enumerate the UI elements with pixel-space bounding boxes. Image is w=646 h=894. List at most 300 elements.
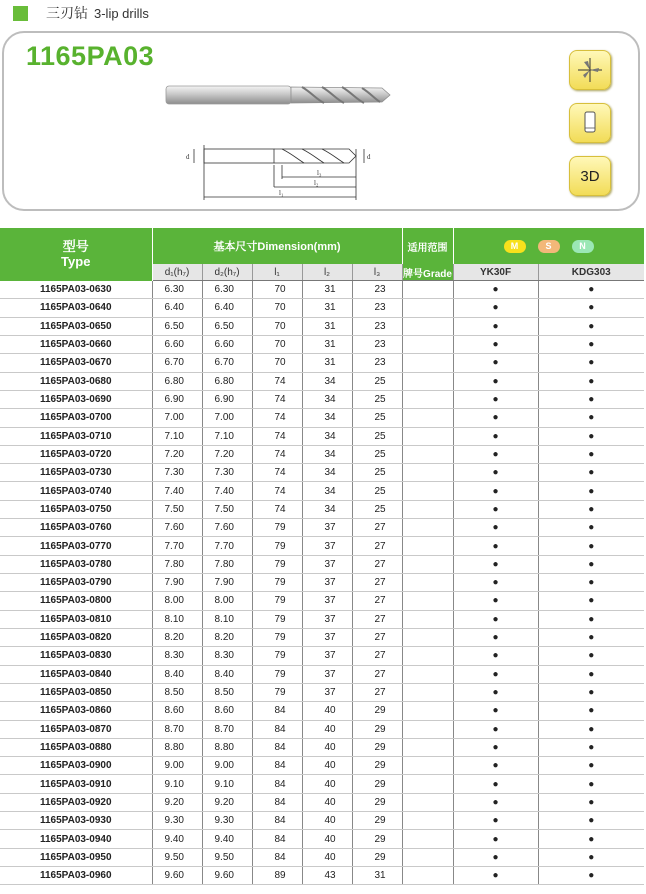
d2-cell: 7.50	[202, 500, 252, 518]
empty-cell	[402, 409, 453, 427]
col-grade-yk30f: YK30F	[453, 264, 538, 281]
d1-cell: 8.40	[152, 665, 202, 683]
empty-cell	[402, 281, 453, 299]
grade-header: 牌号Grade	[402, 264, 453, 281]
d1-cell: 7.70	[152, 537, 202, 555]
l1-cell: 70	[252, 299, 302, 317]
empty-cell	[402, 482, 453, 500]
grade-kdg303-cell: ●	[538, 592, 644, 610]
grade-yk30f-cell: ●	[453, 482, 538, 500]
empty-cell	[402, 610, 453, 628]
d1-cell: 7.90	[152, 574, 202, 592]
table-row	[0, 683, 644, 701]
l3-cell: 29	[352, 830, 402, 848]
product-model: 1165PA03	[26, 41, 155, 71]
grade-yk30f-cell: ●	[453, 848, 538, 866]
d1-cell: 8.80	[152, 738, 202, 756]
l1-cell: 89	[252, 867, 302, 885]
type-cell: 1165PA03-0960	[0, 867, 152, 885]
type-cell: 1165PA03-0930	[0, 812, 152, 830]
drill-tip-icon	[569, 50, 611, 90]
type-cell: 1165PA03-0860	[0, 702, 152, 720]
type-cell: 1165PA03-0740	[0, 482, 152, 500]
l1-cell: 74	[252, 445, 302, 463]
grade-yk30f-cell: ●	[453, 317, 538, 335]
empty-cell	[402, 720, 453, 738]
d1-cell: 8.50	[152, 683, 202, 701]
l3-cell: 29	[352, 757, 402, 775]
l2-cell: 40	[302, 757, 352, 775]
empty-cell	[402, 702, 453, 720]
l1-cell: 79	[252, 592, 302, 610]
empty-cell	[402, 500, 453, 518]
empty-cell	[402, 775, 453, 793]
material-m-badge: M	[504, 240, 526, 253]
l3-cell: 25	[352, 500, 402, 518]
empty-cell	[402, 628, 453, 646]
d2-cell: 7.10	[202, 427, 252, 445]
d1-cell: 9.50	[152, 848, 202, 866]
grade-yk30f-cell: ●	[453, 830, 538, 848]
d2-cell: 6.30	[202, 281, 252, 299]
table-row	[0, 848, 644, 866]
d2-cell: 9.20	[202, 793, 252, 811]
d2-cell: 8.20	[202, 628, 252, 646]
l3-cell: 23	[352, 317, 402, 335]
table-row	[0, 519, 644, 537]
l3-cell: 29	[352, 738, 402, 756]
empty-cell	[402, 867, 453, 885]
l1-cell: 74	[252, 372, 302, 390]
d2-cell: 9.00	[202, 757, 252, 775]
svg-text:l₃: l₃	[317, 169, 322, 177]
d1-cell: 7.60	[152, 519, 202, 537]
type-header-en: Type	[61, 254, 91, 270]
grade-yk30f-cell: ●	[453, 757, 538, 775]
grade-kdg303-cell: ●	[538, 775, 644, 793]
grade-kdg303-cell: ●	[538, 683, 644, 701]
empty-cell	[402, 793, 453, 811]
grade-kdg303-cell: ●	[538, 757, 644, 775]
l1-cell: 84	[252, 757, 302, 775]
empty-cell	[402, 390, 453, 408]
grade-kdg303-cell: ●	[538, 299, 644, 317]
l2-cell: 34	[302, 390, 352, 408]
table-row	[0, 720, 644, 738]
d2-cell: 8.40	[202, 665, 252, 683]
type-cell: 1165PA03-0880	[0, 738, 152, 756]
empty-cell	[402, 830, 453, 848]
col-l2: l₂	[302, 264, 352, 281]
l2-cell: 31	[302, 299, 352, 317]
d1-cell: 6.80	[152, 372, 202, 390]
d2-cell: 6.40	[202, 299, 252, 317]
d2-cell: 8.30	[202, 647, 252, 665]
l2-cell: 34	[302, 445, 352, 463]
l3-cell: 27	[352, 610, 402, 628]
l2-cell: 40	[302, 812, 352, 830]
l1-cell: 79	[252, 519, 302, 537]
table-row	[0, 464, 644, 482]
grade-yk30f-cell: ●	[453, 519, 538, 537]
grade-yk30f-cell: ●	[453, 812, 538, 830]
l3-cell: 25	[352, 445, 402, 463]
section-title-cn: 三刃钻	[46, 6, 88, 22]
grade-yk30f-cell: ●	[453, 500, 538, 518]
d2-cell: 7.40	[202, 482, 252, 500]
grade-yk30f-cell: ●	[453, 647, 538, 665]
type-cell: 1165PA03-0750	[0, 500, 152, 518]
type-header-cn: 型号	[62, 239, 89, 255]
table-row	[0, 738, 644, 756]
l3-cell: 25	[352, 482, 402, 500]
l1-cell: 74	[252, 390, 302, 408]
d1-cell: 6.60	[152, 335, 202, 353]
type-cell: 1165PA03-0770	[0, 537, 152, 555]
l3-cell: 25	[352, 464, 402, 482]
table-row	[0, 390, 644, 408]
table-row	[0, 592, 644, 610]
l3-cell: 23	[352, 335, 402, 353]
d1-cell: 6.30	[152, 281, 202, 299]
table-row	[0, 628, 644, 646]
type-cell: 1165PA03-0800	[0, 592, 152, 610]
d2-cell: 6.90	[202, 390, 252, 408]
material-n-badge: N	[572, 240, 594, 253]
table-row	[0, 702, 644, 720]
l1-cell: 84	[252, 830, 302, 848]
type-cell: 1165PA03-0630	[0, 281, 152, 299]
grade-kdg303-cell: ●	[538, 482, 644, 500]
empty-cell	[402, 299, 453, 317]
l1-cell: 74	[252, 500, 302, 518]
spec-table	[0, 228, 645, 885]
d1-cell: 7.40	[152, 482, 202, 500]
grade-yk30f-cell: ●	[453, 372, 538, 390]
grade-kdg303-cell: ●	[538, 500, 644, 518]
l1-cell: 79	[252, 537, 302, 555]
grade-yk30f-cell: ●	[453, 464, 538, 482]
l2-cell: 34	[302, 482, 352, 500]
grade-kdg303-cell: ●	[538, 867, 644, 885]
l3-cell: 23	[352, 299, 402, 317]
d2-cell: 6.50	[202, 317, 252, 335]
grade-kdg303-cell: ●	[538, 354, 644, 372]
drill-photo	[164, 79, 394, 111]
type-cell: 1165PA03-0850	[0, 683, 152, 701]
table-row	[0, 482, 644, 500]
l2-cell: 40	[302, 830, 352, 848]
type-cell: 1165PA03-0690	[0, 390, 152, 408]
l1-cell: 74	[252, 482, 302, 500]
type-cell: 1165PA03-0680	[0, 372, 152, 390]
empty-cell	[402, 757, 453, 775]
table-row	[0, 281, 644, 299]
l1-cell: 74	[252, 409, 302, 427]
green-square-marker	[13, 6, 28, 21]
l1-cell: 74	[252, 427, 302, 445]
d1-cell: 9.10	[152, 775, 202, 793]
table-row	[0, 409, 644, 427]
l2-cell: 31	[302, 317, 352, 335]
type-cell: 1165PA03-0710	[0, 427, 152, 445]
type-cell: 1165PA03-0940	[0, 830, 152, 848]
empty-cell	[402, 335, 453, 353]
col-l3: l₃	[352, 264, 402, 281]
l1-cell: 84	[252, 702, 302, 720]
type-cell: 1165PA03-0780	[0, 555, 152, 573]
l2-cell: 43	[302, 867, 352, 885]
d1-cell: 9.60	[152, 867, 202, 885]
l3-cell: 27	[352, 555, 402, 573]
l2-cell: 37	[302, 592, 352, 610]
type-cell: 1165PA03-0840	[0, 665, 152, 683]
type-cell: 1165PA03-0700	[0, 409, 152, 427]
type-cell: 1165PA03-0640	[0, 299, 152, 317]
d1-cell: 7.50	[152, 500, 202, 518]
col-l1: l₁	[252, 264, 302, 281]
d2-cell: 7.60	[202, 519, 252, 537]
d1-cell: 7.30	[152, 464, 202, 482]
l3-cell: 25	[352, 372, 402, 390]
grade-yk30f-cell: ●	[453, 683, 538, 701]
l2-cell: 34	[302, 464, 352, 482]
table-row	[0, 830, 644, 848]
d2-cell: 9.60	[202, 867, 252, 885]
grade-yk30f-cell: ●	[453, 445, 538, 463]
grade-kdg303-cell: ●	[538, 519, 644, 537]
l2-cell: 34	[302, 427, 352, 445]
col-d2: d₂(h₇)	[202, 264, 252, 281]
d2-cell: 9.40	[202, 830, 252, 848]
l1-cell: 84	[252, 738, 302, 756]
d1-cell: 6.50	[152, 317, 202, 335]
l1-cell: 84	[252, 720, 302, 738]
l2-cell: 40	[302, 848, 352, 866]
section-header	[13, 3, 149, 23]
l3-cell: 29	[352, 812, 402, 830]
grade-kdg303-cell: ●	[538, 720, 644, 738]
empty-cell	[402, 427, 453, 445]
l2-cell: 40	[302, 738, 352, 756]
grade-yk30f-cell: ●	[453, 555, 538, 573]
l3-cell: 25	[352, 409, 402, 427]
d2-cell: 9.30	[202, 812, 252, 830]
type-cell: 1165PA03-0730	[0, 464, 152, 482]
type-header	[0, 228, 152, 281]
empty-cell	[402, 592, 453, 610]
grade-yk30f-cell: ●	[453, 281, 538, 299]
l1-cell: 79	[252, 555, 302, 573]
l2-cell: 37	[302, 647, 352, 665]
table-row	[0, 537, 644, 555]
grade-kdg303-cell: ●	[538, 848, 644, 866]
grade-kdg303-cell: ●	[538, 335, 644, 353]
l2-cell: 34	[302, 372, 352, 390]
type-cell: 1165PA03-0830	[0, 647, 152, 665]
empty-cell	[402, 354, 453, 372]
grade-yk30f-cell: ●	[453, 720, 538, 738]
l3-cell: 29	[352, 848, 402, 866]
type-cell: 1165PA03-0660	[0, 335, 152, 353]
d2-cell: 8.60	[202, 702, 252, 720]
material-bubbles	[453, 228, 644, 264]
d2-cell: 9.50	[202, 848, 252, 866]
type-cell: 1165PA03-0950	[0, 848, 152, 866]
d1-cell: 9.00	[152, 757, 202, 775]
grade-yk30f-cell: ●	[453, 610, 538, 628]
l1-cell: 79	[252, 574, 302, 592]
l2-cell: 40	[302, 775, 352, 793]
d2-cell: 8.80	[202, 738, 252, 756]
grade-kdg303-cell: ●	[538, 537, 644, 555]
table-row	[0, 372, 644, 390]
l3-cell: 27	[352, 537, 402, 555]
l2-cell: 34	[302, 409, 352, 427]
empty-cell	[402, 848, 453, 866]
empty-cell	[402, 812, 453, 830]
type-cell: 1165PA03-0900	[0, 757, 152, 775]
l2-cell: 37	[302, 610, 352, 628]
svg-text:d: d	[367, 153, 371, 161]
d2-cell: 8.00	[202, 592, 252, 610]
type-cell: 1165PA03-0670	[0, 354, 152, 372]
empty-cell	[402, 537, 453, 555]
l1-cell: 70	[252, 354, 302, 372]
grade-kdg303-cell: ●	[538, 610, 644, 628]
grade-yk30f-cell: ●	[453, 775, 538, 793]
l1-cell: 79	[252, 647, 302, 665]
l1-cell: 79	[252, 665, 302, 683]
empty-cell	[402, 317, 453, 335]
l2-cell: 40	[302, 702, 352, 720]
grade-kdg303-cell: ●	[538, 445, 644, 463]
grade-yk30f-cell: ●	[453, 299, 538, 317]
grade-kdg303-cell: ●	[538, 738, 644, 756]
empty-cell	[402, 372, 453, 390]
table-row	[0, 757, 644, 775]
l2-cell: 40	[302, 720, 352, 738]
grade-yk30f-cell: ●	[453, 409, 538, 427]
l3-cell: 27	[352, 519, 402, 537]
grade-kdg303-cell: ●	[538, 464, 644, 482]
d2-cell: 8.70	[202, 720, 252, 738]
l2-cell: 34	[302, 500, 352, 518]
table-row	[0, 555, 644, 573]
grade-kdg303-cell: ●	[538, 555, 644, 573]
l1-cell: 84	[252, 848, 302, 866]
l1-cell: 79	[252, 683, 302, 701]
l3-cell: 23	[352, 354, 402, 372]
grade-yk30f-cell: ●	[453, 665, 538, 683]
l2-cell: 37	[302, 519, 352, 537]
table-row	[0, 354, 644, 372]
l1-cell: 79	[252, 628, 302, 646]
type-cell: 1165PA03-0720	[0, 445, 152, 463]
application-header: 适用范围	[402, 228, 453, 264]
d2-cell: 8.50	[202, 683, 252, 701]
grade-kdg303-cell: ●	[538, 830, 644, 848]
type-cell: 1165PA03-0820	[0, 628, 152, 646]
d1-cell: 7.80	[152, 555, 202, 573]
grade-yk30f-cell: ●	[453, 390, 538, 408]
l1-cell: 84	[252, 793, 302, 811]
empty-cell	[402, 665, 453, 683]
dimension-sketch	[174, 145, 384, 207]
d1-cell: 9.20	[152, 793, 202, 811]
table-row	[0, 500, 644, 518]
svg-text:l₂: l₂	[314, 179, 319, 187]
d2-cell: 7.00	[202, 409, 252, 427]
grade-yk30f-cell: ●	[453, 537, 538, 555]
d2-cell: 8.10	[202, 610, 252, 628]
grade-kdg303-cell: ●	[538, 372, 644, 390]
empty-cell	[402, 574, 453, 592]
l2-cell: 37	[302, 537, 352, 555]
table-row	[0, 299, 644, 317]
col-d1: d₁(h₇)	[152, 264, 202, 281]
grade-kdg303-cell: ●	[538, 812, 644, 830]
3d-icon-label: 3D	[580, 167, 600, 185]
l1-cell: 84	[252, 812, 302, 830]
l2-cell: 31	[302, 281, 352, 299]
l3-cell: 27	[352, 592, 402, 610]
d2-cell: 7.90	[202, 574, 252, 592]
l3-cell: 27	[352, 647, 402, 665]
type-cell: 1165PA03-0760	[0, 519, 152, 537]
spec-table-body	[0, 281, 644, 885]
grade-kdg303-cell: ●	[538, 281, 644, 299]
l3-cell: 25	[352, 427, 402, 445]
l3-cell: 29	[352, 702, 402, 720]
l3-cell: 27	[352, 628, 402, 646]
product-panel	[2, 31, 640, 211]
l3-cell: 25	[352, 390, 402, 408]
grade-kdg303-cell: ●	[538, 665, 644, 683]
grade-kdg303-cell: ●	[538, 390, 644, 408]
empty-cell	[402, 519, 453, 537]
l2-cell: 37	[302, 628, 352, 646]
section-title-en: 3-lip drills	[94, 5, 149, 21]
grade-yk30f-cell: ●	[453, 702, 538, 720]
type-cell: 1165PA03-0910	[0, 775, 152, 793]
table-row	[0, 775, 644, 793]
d1-cell: 8.20	[152, 628, 202, 646]
l2-cell: 37	[302, 665, 352, 683]
table-row	[0, 317, 644, 335]
grade-yk30f-cell: ●	[453, 628, 538, 646]
grade-yk30f-cell: ●	[453, 335, 538, 353]
d2-cell: 7.80	[202, 555, 252, 573]
d1-cell: 7.00	[152, 409, 202, 427]
l1-cell: 70	[252, 317, 302, 335]
col-grade-kdg303: KDG303	[538, 264, 644, 281]
l3-cell: 31	[352, 867, 402, 885]
empty-cell	[402, 647, 453, 665]
d1-cell: 8.60	[152, 702, 202, 720]
table-row	[0, 812, 644, 830]
table-row	[0, 647, 644, 665]
table-row	[0, 427, 644, 445]
table-row	[0, 610, 644, 628]
empty-cell	[402, 464, 453, 482]
table-row	[0, 445, 644, 463]
d2-cell: 6.60	[202, 335, 252, 353]
l1-cell: 74	[252, 464, 302, 482]
d2-cell: 7.30	[202, 464, 252, 482]
grade-kdg303-cell: ●	[538, 702, 644, 720]
grade-kdg303-cell: ●	[538, 409, 644, 427]
